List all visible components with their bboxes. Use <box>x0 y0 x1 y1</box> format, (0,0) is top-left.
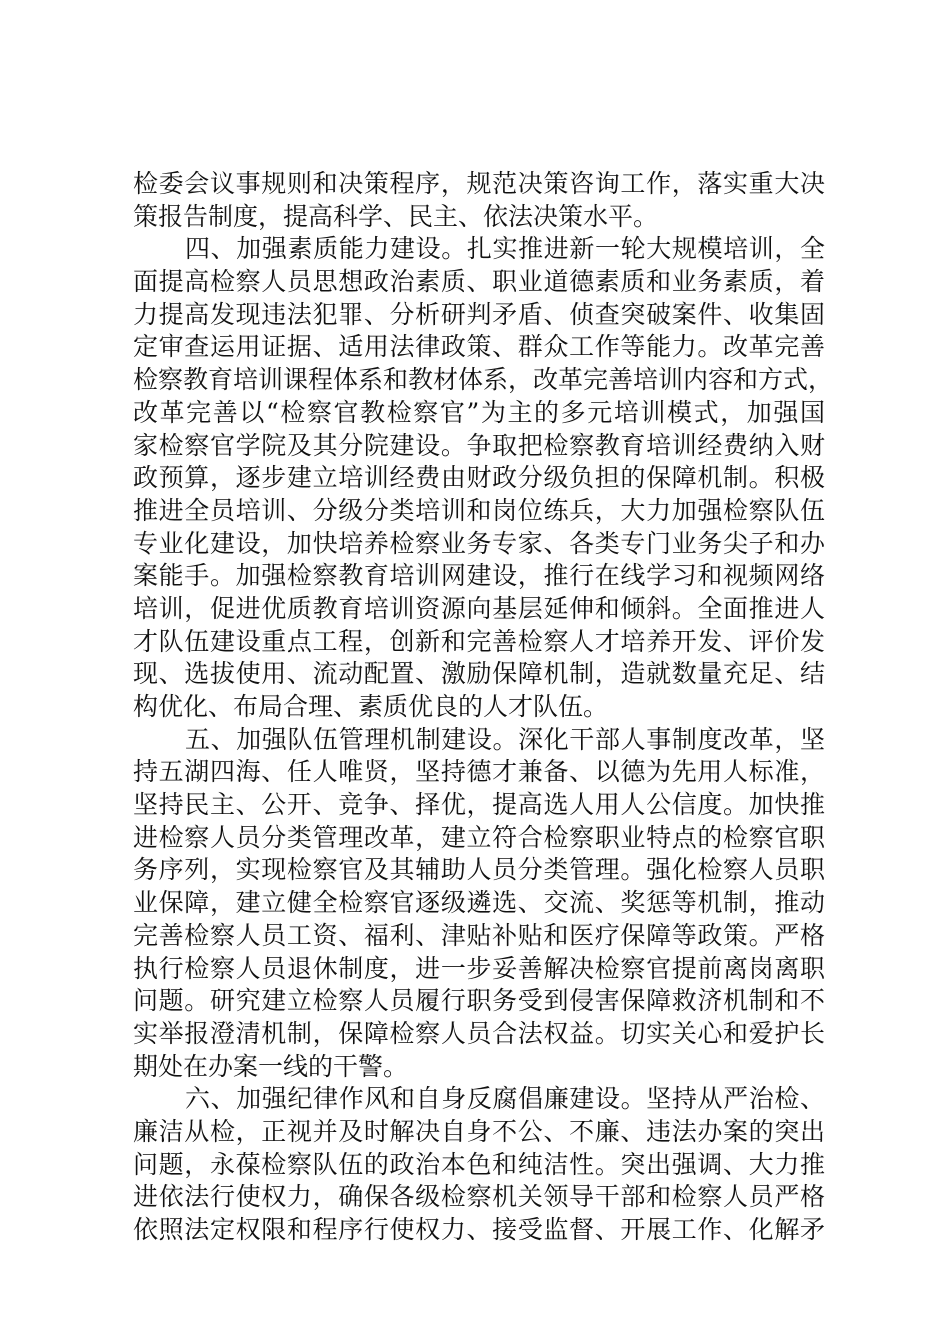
text-line: 执行检察人员退休制度，进一步妥善解决检察官提前离岗离职 <box>133 953 825 983</box>
text-line: 面提高检察人员思想政治素质、职业道德素质和业务素质，着 <box>133 267 825 297</box>
text-line: 持五湖四海、任人唯贤，坚持德才兼备、以德为先用人标准， <box>133 757 825 787</box>
document-body <box>133 168 834 1247</box>
text-line: 专业化建设，加快培养检察业务专家、各类专门业务尖子和办 <box>133 528 825 558</box>
text-line: 政预算，逐步建立培训经费由财政分级负担的保障机制。积极 <box>133 463 825 493</box>
section-five-heading-line: 五、加强队伍管理机制建设。深化干部人事制度改革，坚 <box>185 724 825 754</box>
text-line: 案能手。加强检察教育培训网建设，推行在线学习和视频网络 <box>133 561 825 591</box>
text-line: 家检察官学院及其分院建设。争取把检察教育培训经费纳入财 <box>133 430 825 460</box>
text-line: 期处在办案一线的干警。 <box>133 1051 409 1081</box>
text-line: 问题。研究建立检察人员履行职务受到侵害保障救济机制和不 <box>133 986 825 1016</box>
text-line: 现、选拔使用、流动配置、激励保障机制，造就数量充足、结 <box>133 659 825 689</box>
text-line: 检委会议事规则和决策程序，规范决策咨询工作，落实重大决 <box>133 169 825 198</box>
section-six-heading-line: 六、加强纪律作风和自身反腐倡廉建设。坚持从严治检、 <box>185 1084 825 1114</box>
text-line: 才队伍建设重点工程，创新和完善检察人才培养开发、评价发 <box>133 626 825 656</box>
text-line: 问题，永葆检察队伍的政治本色和纯洁性。突出强调、大力推 <box>133 1149 825 1179</box>
text-line: 培训，促进优质教育培训资源向基层延伸和倾斜。全面推进人 <box>133 593 825 623</box>
text-line: 业保障，建立健全检察官逐级遴选、交流、奖惩等机制，推动 <box>133 888 825 918</box>
text-line: 改革完善以“检察官教检察官”为主的多元培训模式，加强国 <box>133 397 825 427</box>
text-line: 检察教育培训课程体系和教材体系，改革完善培训内容和方式， <box>133 365 834 395</box>
text-line: 进依法行使权力，确保各级检察机关领导干部和检察人员严格 <box>133 1182 825 1212</box>
text-line: 力提高发现违法犯罪、分析研判矛盾、侦查突破案件、收集固 <box>133 299 825 329</box>
text-line: 务序列，实现检察官及其辅助人员分类管理。强化检察人员职 <box>133 855 825 885</box>
text-line: 依照法定权限和程序行使权力、接受监督、开展工作、化解矛 <box>133 1215 825 1244</box>
text-line: 廉洁从检，正视并及时解决自身不公、不廉、违法办案的突出 <box>133 1116 825 1146</box>
text-line: 实举报澄清机制，保障检察人员合法权益。切实关心和爱护长 <box>133 1018 825 1048</box>
text-line: 坚持民主、公开、竞争、择优，提高选人用人公信度。加快推 <box>133 790 825 820</box>
text-line: 推进全员培训、分级分类培训和岗位练兵，大力加强检察队伍 <box>133 495 825 525</box>
text-line: 定审查运用证据、适用法律政策、群众工作等能力。改革完善 <box>133 332 825 362</box>
text-line: 策报告制度，提高科学、民主、依法决策水平。 <box>133 201 659 231</box>
section-four-heading-line: 四、加强素质能力建设。扎实推进新一轮大规模培训，全 <box>185 234 825 264</box>
text-line: 构优化、布局合理、素质优良的人才队伍。 <box>133 692 609 721</box>
text-line: 进检察人员分类管理改革，建立符合检察职业特点的检察官职 <box>133 822 825 852</box>
text-line: 完善检察人员工资、福利、津贴补贴和医疗保障等政策。严格 <box>133 920 825 950</box>
